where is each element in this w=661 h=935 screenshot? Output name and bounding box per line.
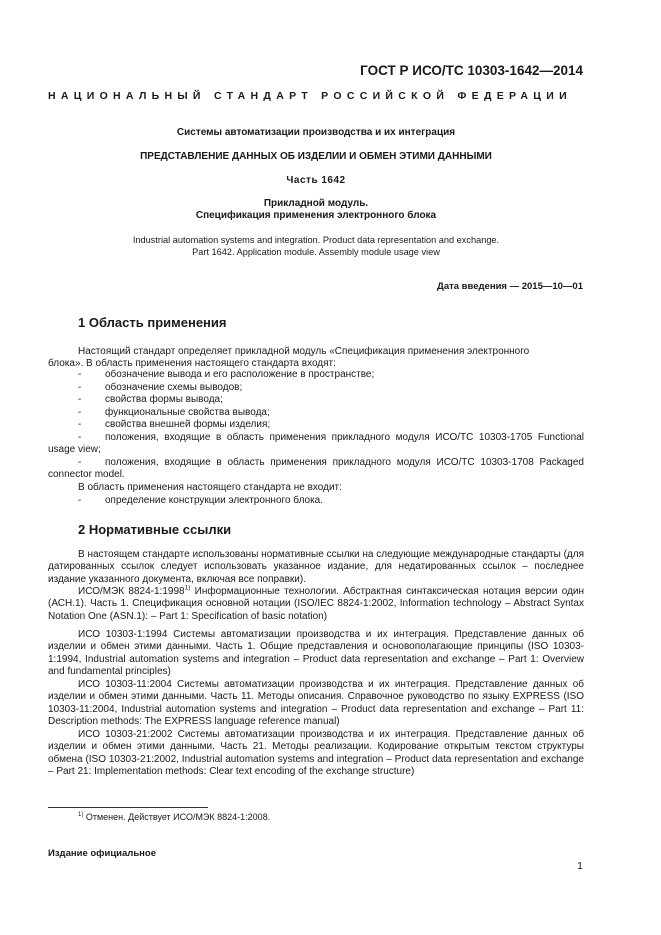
reference-iso-iec-8824: ИСО/МЭК 8824-1:1998$^{1)}$ Информационные технологии. Абстрактная синтаксическая нотация версии один (АСН.1). Часть 1. Спецификация основной нотации (ISO/IEC 8824-1:2002, Information technology – Abstract Syntax Notation One (ASN.1): – Part 1: Specification of basic notation): [48, 584, 585, 622]
title-module-line1: Прикладной модуль.: [263, 198, 369, 209]
title-english: [48, 234, 584, 258]
section1-paragraph-line1: Настоящий стандарт определяет прикладной модуль «Спецификация применения электронного: [78, 346, 530, 357]
reference-iso-10303-11: ИСО 10303-11:2004 Системы автоматизации производства и их интеграция. Представление данных об изделии и обмен этими данными. Часть 11. Методы описания. Справочное руководство по языку EXPRESS (ISO 10303-11:2004, Industrial automation systems and integration – Product data representation and exchange – Part 11: Description methods: The EXPRESS language reference manual): [48, 679, 584, 728]
title-part: Часть 1642: [286, 175, 346, 186]
scope-item-7: положения, входящие в область применения прикладного модуля ИСО/ТС 10303-1708 Packaged connector model.: [48, 457, 584, 481]
title-english-line2: Part 1642. Application module. Assembly module usage view: [192, 247, 440, 257]
scope-item-7-dash: -: [78, 457, 82, 468]
title-module-line2: Спецификация применения электронного блока: [195, 210, 437, 221]
reference-iso-10303-1: ИСО 10303-1:1994 Системы автоматизации производства и их интеграция. Представление данных об изделии и обмен этими данными. Часть 1. Общие представления и основополагающие принципы (ISO 10303-1:1994, Industrial automation systems and integration – Product data representation and exchange – Part 1: Overview and fundamental principles): [48, 629, 584, 678]
page-number: 1: [577, 860, 583, 872]
section1-paragraph-line2: блока». В область применения настоящего стандарта входят:: [48, 358, 336, 370]
reference-iso-10303-21: ИСО 10303-21:2002 Системы автоматизации производства и их интеграция. Представление данных об изделии и обмен этими данными. Часть 21. Методы реализации. Кодирование открытым текстом структуры обмена (ISO 10303-21:2002, Industrial automation systems and integration – Product data representation and exchange – Part 21: Implementation methods: Clear text encoding of the exchange structure): [48, 729, 584, 778]
title-english-line1: Industrial automation systems and integration. Product data representation and exchange.: [132, 235, 500, 245]
footnote-divider: [48, 807, 208, 808]
excluded-intro: В область применения настоящего стандарта не входит:: [78, 482, 342, 493]
title-module: [48, 198, 584, 222]
scope-item-6-dash: -: [78, 432, 82, 443]
footnote: $^{1)}$ Отменен. Действует ИСО/МЭК 8824-1:2008.: [78, 812, 271, 822]
national-standard-banner: НАЦИОНАЛЬНЫЙ СТАНДАРТ РОССИЙСКОЙ ФЕДЕРАЦИИ: [48, 90, 572, 102]
section2-heading: 2 Нормативные ссылки: [78, 522, 232, 537]
section1-heading: 1 Область применения: [78, 315, 227, 330]
title-subject: ПРЕДСТАВЛЕНИЕ ДАННЫХ ОБ ИЗДЕЛИИ И ОБМЕН ЭТИМИ ДАННЫМИ: [140, 151, 492, 162]
scope-item-6: положения, входящие в область применения прикладного модуля ИСО/ТС 10303-1705 Functional usage view;: [48, 432, 584, 456]
footnote-marker: 1): [184, 584, 191, 592]
edition-label: Издание официальное: [48, 848, 156, 859]
introduction-date: Дата введения — 2015—10—01: [437, 281, 583, 292]
section1-paragraph: [48, 346, 584, 371]
document-code: ГОСТ Р ИСО/ТС 10303-1642—2014: [360, 63, 583, 78]
section2-paragraph: В настоящем стандарте использованы нормативные ссылки на следующие международные стандарты (для датированных ссылок следует использовать указанное издание, для недатированных ссылок – последнее издание указанного документа, включая все поправки).: [48, 549, 584, 585]
title-series: Системы автоматизации производства и их интеграция: [176, 127, 456, 138]
